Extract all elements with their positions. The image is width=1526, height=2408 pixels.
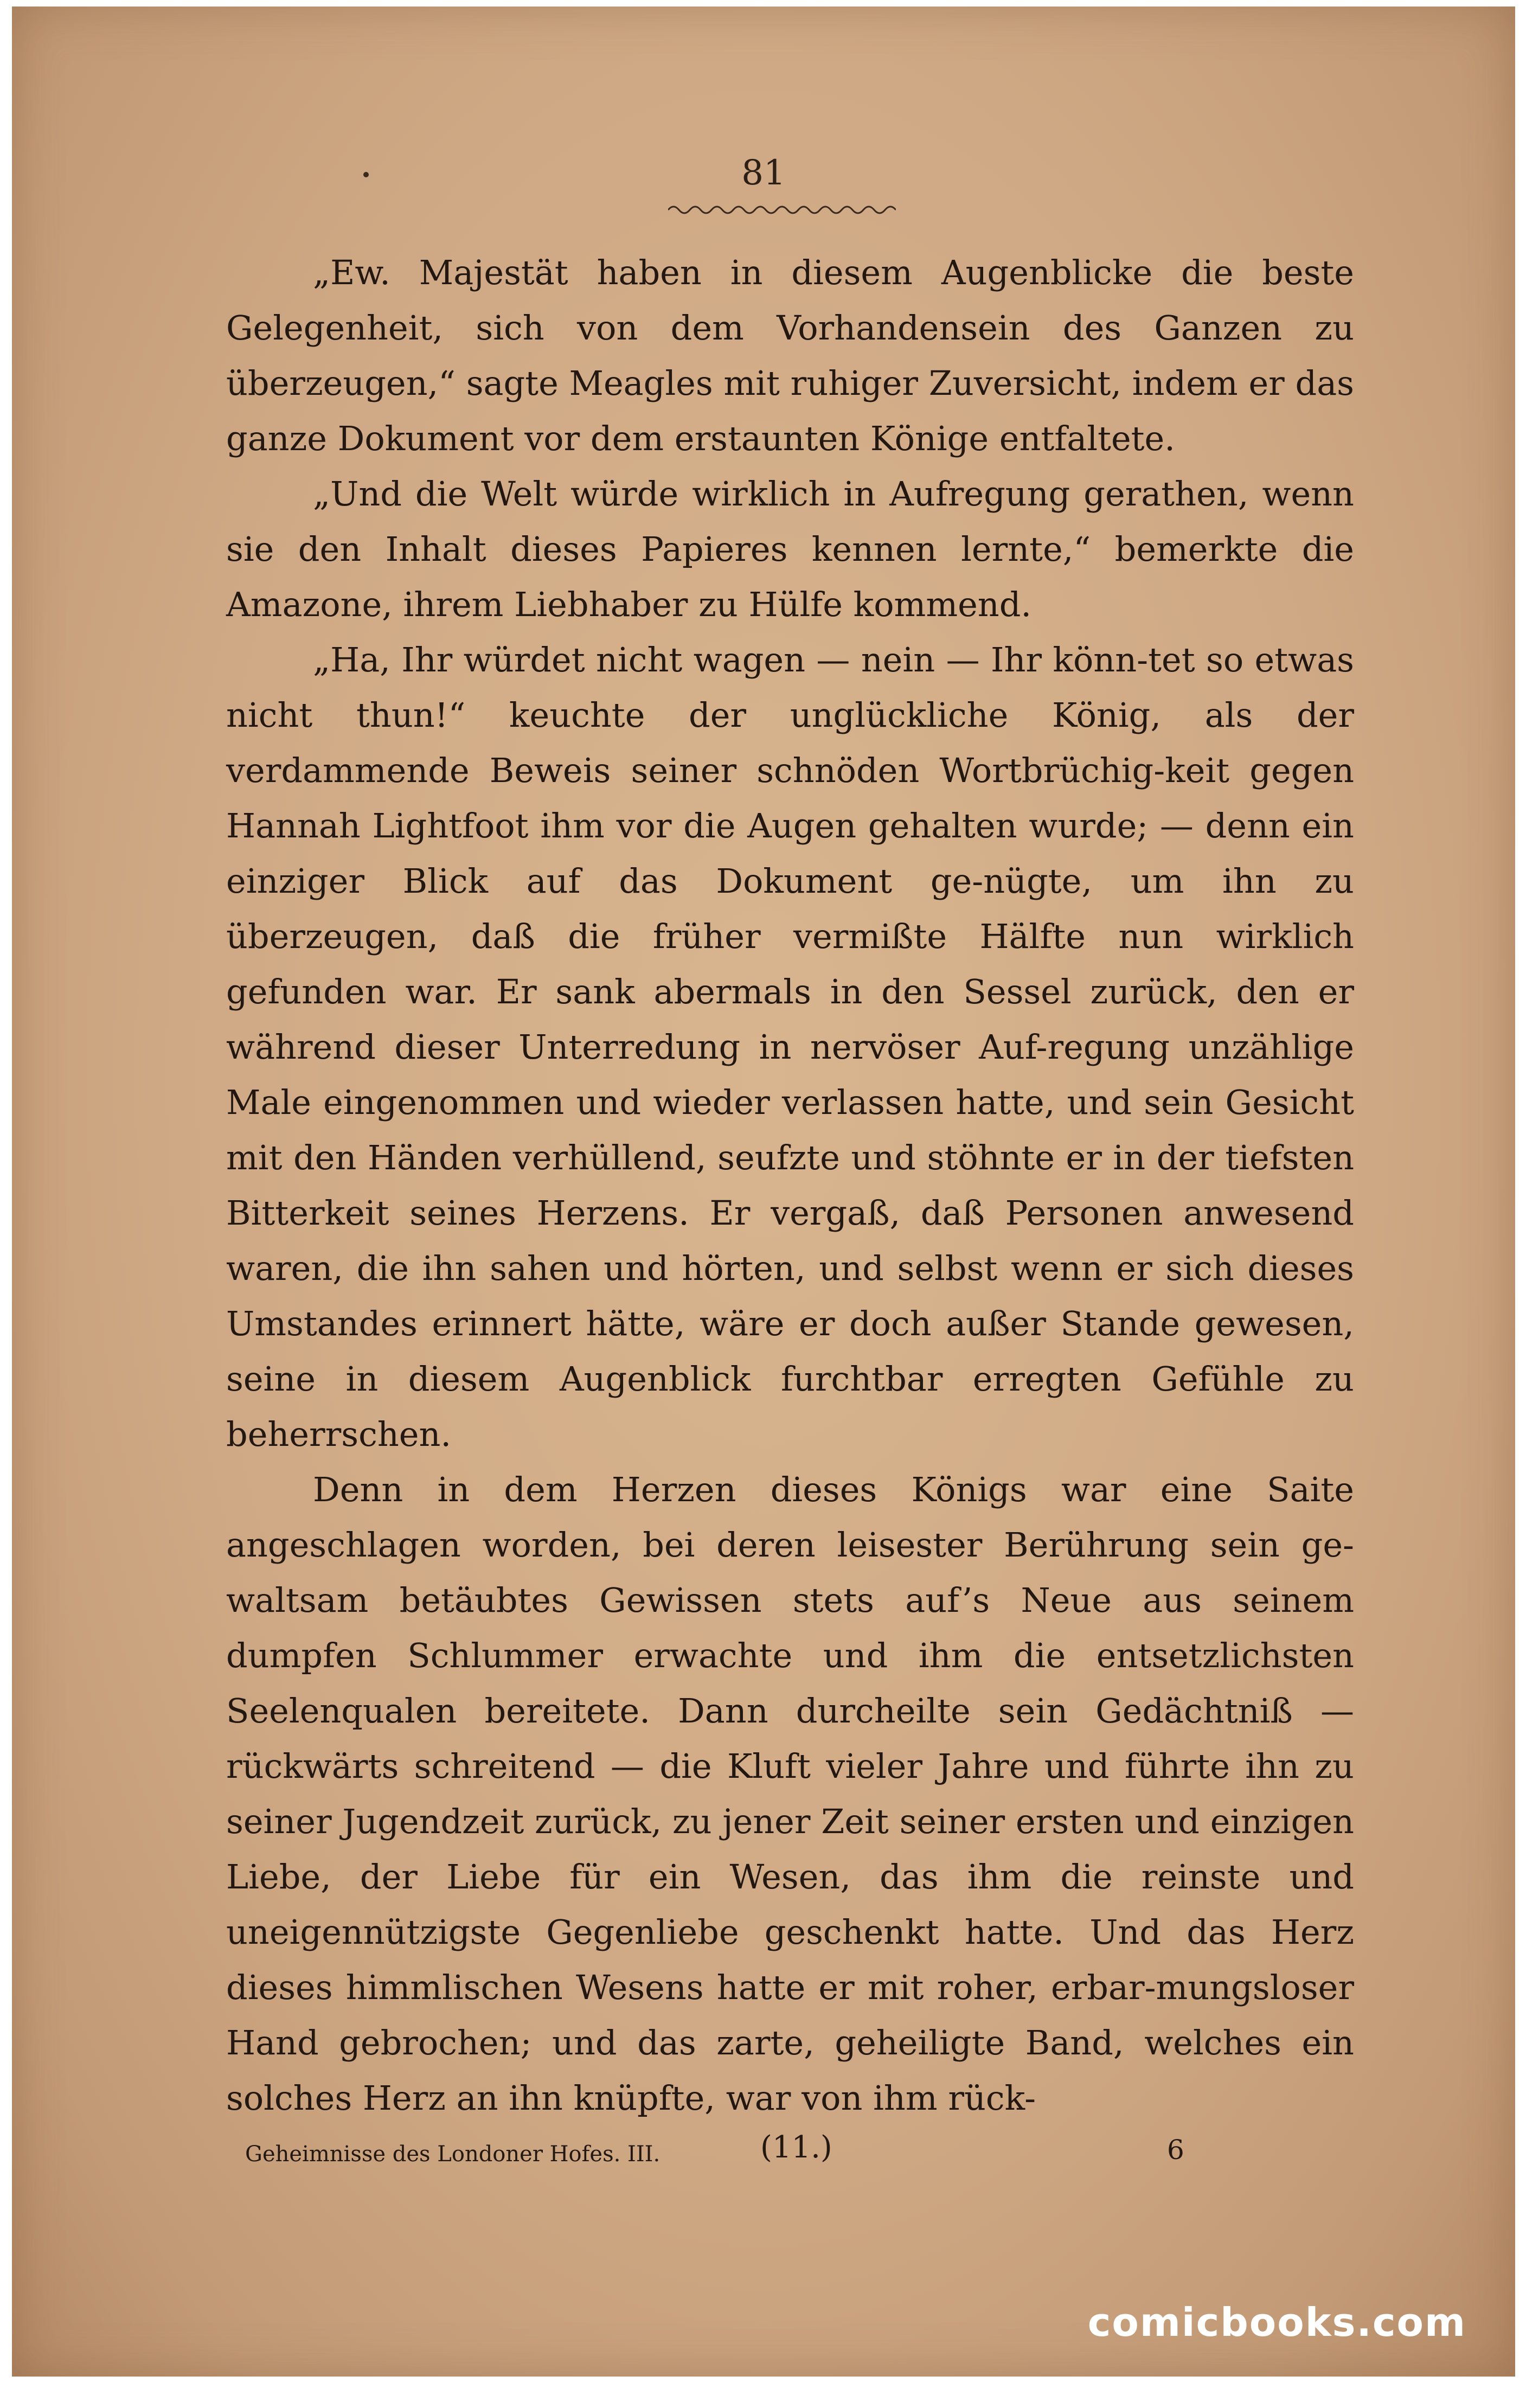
book-page xyxy=(12,7,1515,2377)
header-ornament-rule xyxy=(668,203,896,217)
page-footer xyxy=(245,2130,1221,2168)
body-text xyxy=(226,245,1354,2126)
site-watermark: comicbooks.com xyxy=(1087,2300,1466,2345)
footer-book-title: Geheimnisse des Londoner Hofes. III. xyxy=(245,2142,661,2167)
page-number-text: 81 xyxy=(741,153,786,193)
paragraph-3: „Ha, Ihr würdet nicht wagen — nein — Ihr könn-tet so etwas nicht thun!“ keuchte der unglückliche König, als der verdammende Beweis seiner schnöden Wortbrüchig-keit gegen Hannah Lightfoot ihm vor die Augen gehalten wurde; — denn ein einziger Blick auf das Dokument ge-nügte, um ihn zu überzeugen, daß die früher vermißte Hälfte nun wirklich gefunden war. Er sank abermals in den Sessel zurück, den er während dieser Unterredung in nervöser Auf-regung unzählige Male eingenommen und wieder verlassen hatte, und sein Gesicht mit den Händen verhüllend, seufzte und stöhnte er in der tiefsten Bitterkeit seines Herzens. Er vergaß, daß Personen anwesend waren, die ihn sahen und hörten, und selbst wenn er sich dieses Umstandes erinnert hätte, wäre er doch außer Stande gewesen, seine in diesem Augenblick furchtbar erregten Gefühle zu beherrschen. xyxy=(226,640,1354,1454)
page-number xyxy=(12,153,1515,193)
paragraph-2: „Und die Welt würde wirklich in Aufregung gerathen, wenn sie den Inhalt dieses Papieres kennen lernte,“ bemerkte die Amazone, ihrem Liebhaber zu Hülfe kommend. xyxy=(226,474,1354,624)
paragraph-4: Denn in dem Herzen dieses Königs war eine Saite angeschlagen worden, bei deren leisester Berührung sein ge-waltsam betäubtes Gewissen stets auf’s Neue aus seinem dumpfen Schlummer erwachte und ihm die entsetzlichsten Seelenqualen bereitete. Dann durcheilte sein Gedächtniß — rückwärts schreitend — die Kluft vieler Jahre und führte ihn zu seiner Jugendzeit zurück, zu jener Zeit seiner ersten und einzigen Liebe, der Liebe für ein Wesen, das ihm die reinste und uneigennützigste Gegenliebe geschenkt hatte. Und das Herz dieses himmlischen Wesens hatte er mit roher, erbar-mungsloser Hand gebrochen; und das zarte, geheiligte Band, welches ein solches Herz an ihn knüpfte, war von ihm rück- xyxy=(226,1470,1354,2118)
footer-sheet-number: 6 xyxy=(1167,2134,1184,2166)
paragraph-1: „Ew. Majestät haben in diesem Augenblicke die beste Gelegenheit, sich von dem Vorhandensein des Ganzen zu überzeugen,“ sagte Meagles mit ruhiger Zuversicht, indem er das ganze Dokument vor dem erstaunten Könige entfaltete. xyxy=(226,253,1354,458)
footer-signature: (11.) xyxy=(760,2130,832,2165)
